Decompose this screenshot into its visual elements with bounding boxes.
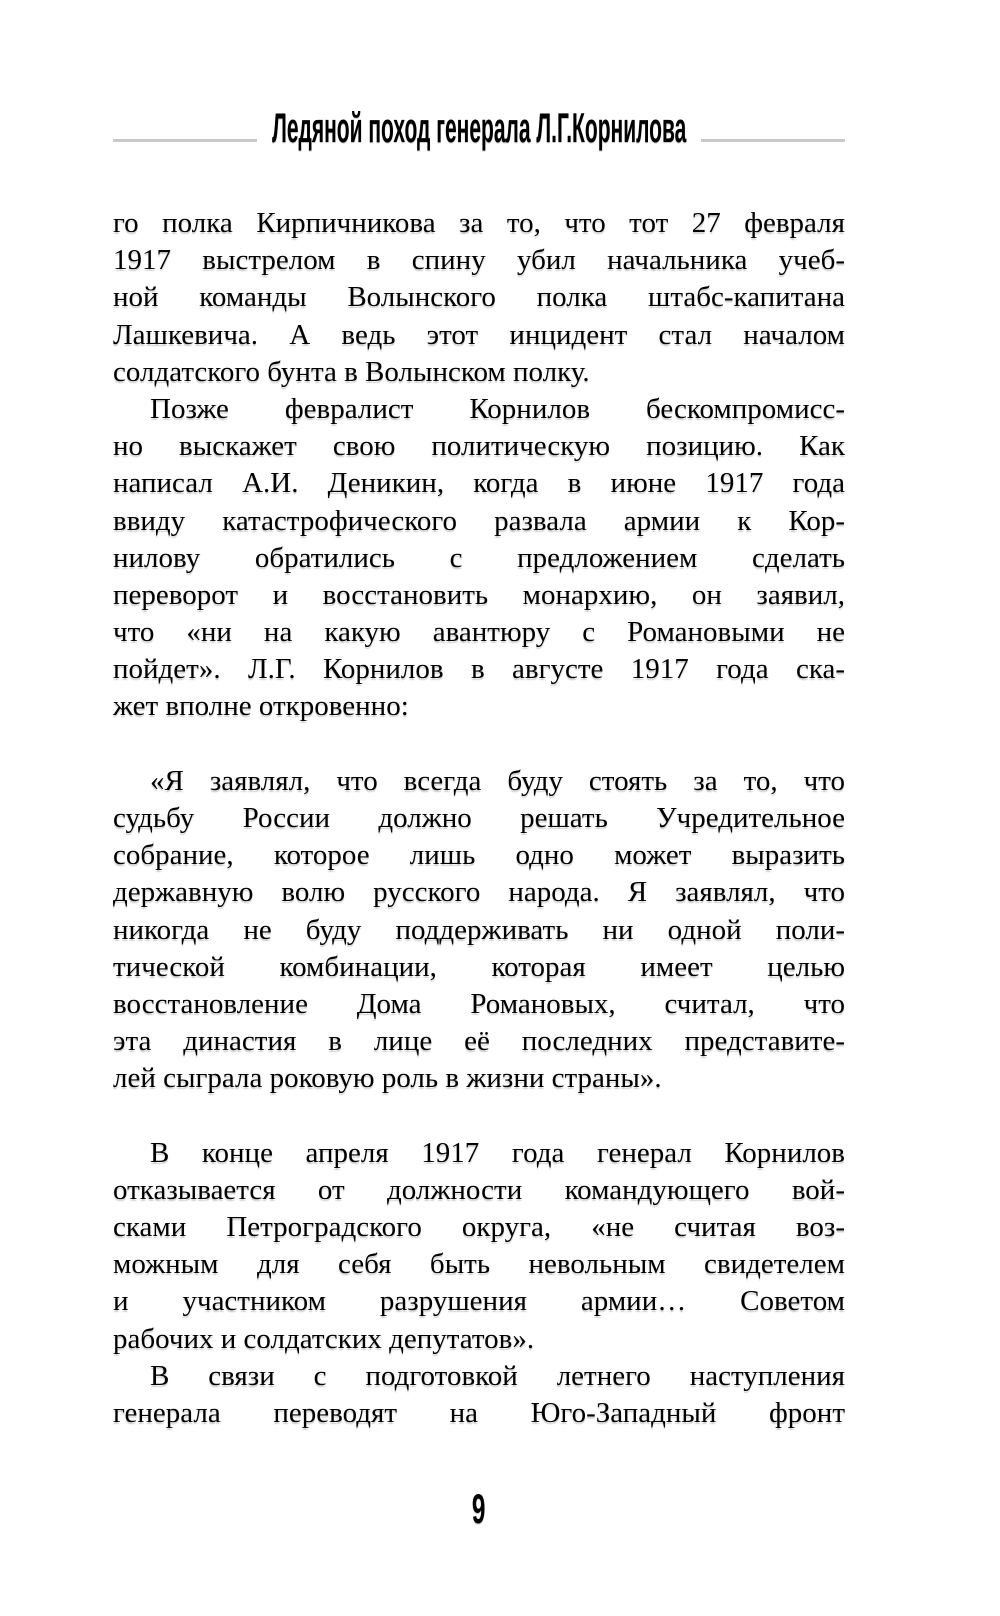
header-rule-left bbox=[113, 139, 257, 142]
text-line: никогда не буду поддерживать ни одной поли- bbox=[113, 913, 845, 946]
text-line: солдатского бунта в Волынском полку. bbox=[113, 355, 590, 388]
text-line: отказывается от должности командующего вой- bbox=[113, 1173, 845, 1206]
text-line: пойдет». Л.Г. Корнилов в августе 1917 года ска- bbox=[113, 653, 845, 686]
text-line: ввиду катастрофического развала армии к Кор- bbox=[113, 504, 845, 537]
paragraph bbox=[113, 1358, 845, 1432]
text-line: генерала переводят на Юго-Западный фронт bbox=[113, 1397, 845, 1429]
paragraph bbox=[113, 205, 845, 391]
paragraph bbox=[113, 391, 845, 726]
text-line: 1917 выстрелом в спину убил начальника учеб- bbox=[113, 244, 845, 277]
text-line: В связи с подготовкой летнего наступления bbox=[150, 1359, 845, 1392]
text-line: Лашкевича. А ведь этот инцидент стал началом bbox=[113, 318, 845, 351]
text-line: «Я заявлял, что всегда буду стоять за то, что bbox=[150, 764, 845, 797]
running-title: Ледяной поход генерала Л.Г.Корнилова bbox=[271, 104, 687, 151]
text-line: но выскажет свою политическую позицию. Как bbox=[113, 430, 845, 463]
text-line: что «ни на какую авантюру с Романовыми не bbox=[113, 616, 845, 649]
page-number: 9 bbox=[472, 1485, 486, 1532]
text-line: В конце апреля 1917 года генерал Корнилов bbox=[150, 1136, 845, 1169]
text-line: собрание, которое лишь одно может выразить bbox=[113, 839, 845, 872]
paragraph bbox=[113, 1135, 845, 1358]
text-line: написал А.И. Деникин, когда в июне 1917 года bbox=[113, 467, 845, 500]
running-title-box bbox=[267, 104, 691, 151]
paragraph bbox=[113, 763, 845, 1098]
text-line: державную волю русского народа. Я заявлял, что bbox=[113, 876, 845, 909]
text-line: сками Петроградского округа, «не считая воз- bbox=[113, 1211, 845, 1244]
text-line: судьбу России должно решать Учредительное bbox=[113, 802, 845, 834]
text-line: и участником разрушения армии… Советом bbox=[113, 1285, 845, 1318]
header-rule-right bbox=[701, 139, 845, 142]
text-line: Позже февралист Корнилов бескомпромисс- bbox=[150, 392, 845, 425]
page-footer bbox=[113, 1485, 845, 1532]
running-header bbox=[113, 104, 845, 151]
text-line: нилову обратились с предложением сделать bbox=[113, 541, 845, 574]
text-line: переворот и восстановить монархию, он заявил, bbox=[113, 578, 845, 611]
text-line: го полка Кирпичникова за то, что тот 27 февраля bbox=[113, 207, 845, 239]
text-line: жет вполне откровенно: bbox=[113, 690, 409, 723]
text-line: ной команды Волынского полка штабс-капитана bbox=[113, 281, 845, 314]
text-line: можным для себя быть невольным свидетелем bbox=[113, 1248, 845, 1281]
text-line: тической комбинации, которая имеет целью bbox=[113, 950, 845, 983]
text-line: восстановление Дома Романовых, считал, что bbox=[113, 987, 845, 1020]
text-line: лей сыграла роковую роль в жизни страны». bbox=[113, 1062, 662, 1095]
body-text bbox=[113, 205, 845, 1432]
text-line: эта династия в лице её последних представите- bbox=[113, 1025, 845, 1058]
text-line: рабочих и солдатских депутатов». bbox=[113, 1322, 535, 1355]
